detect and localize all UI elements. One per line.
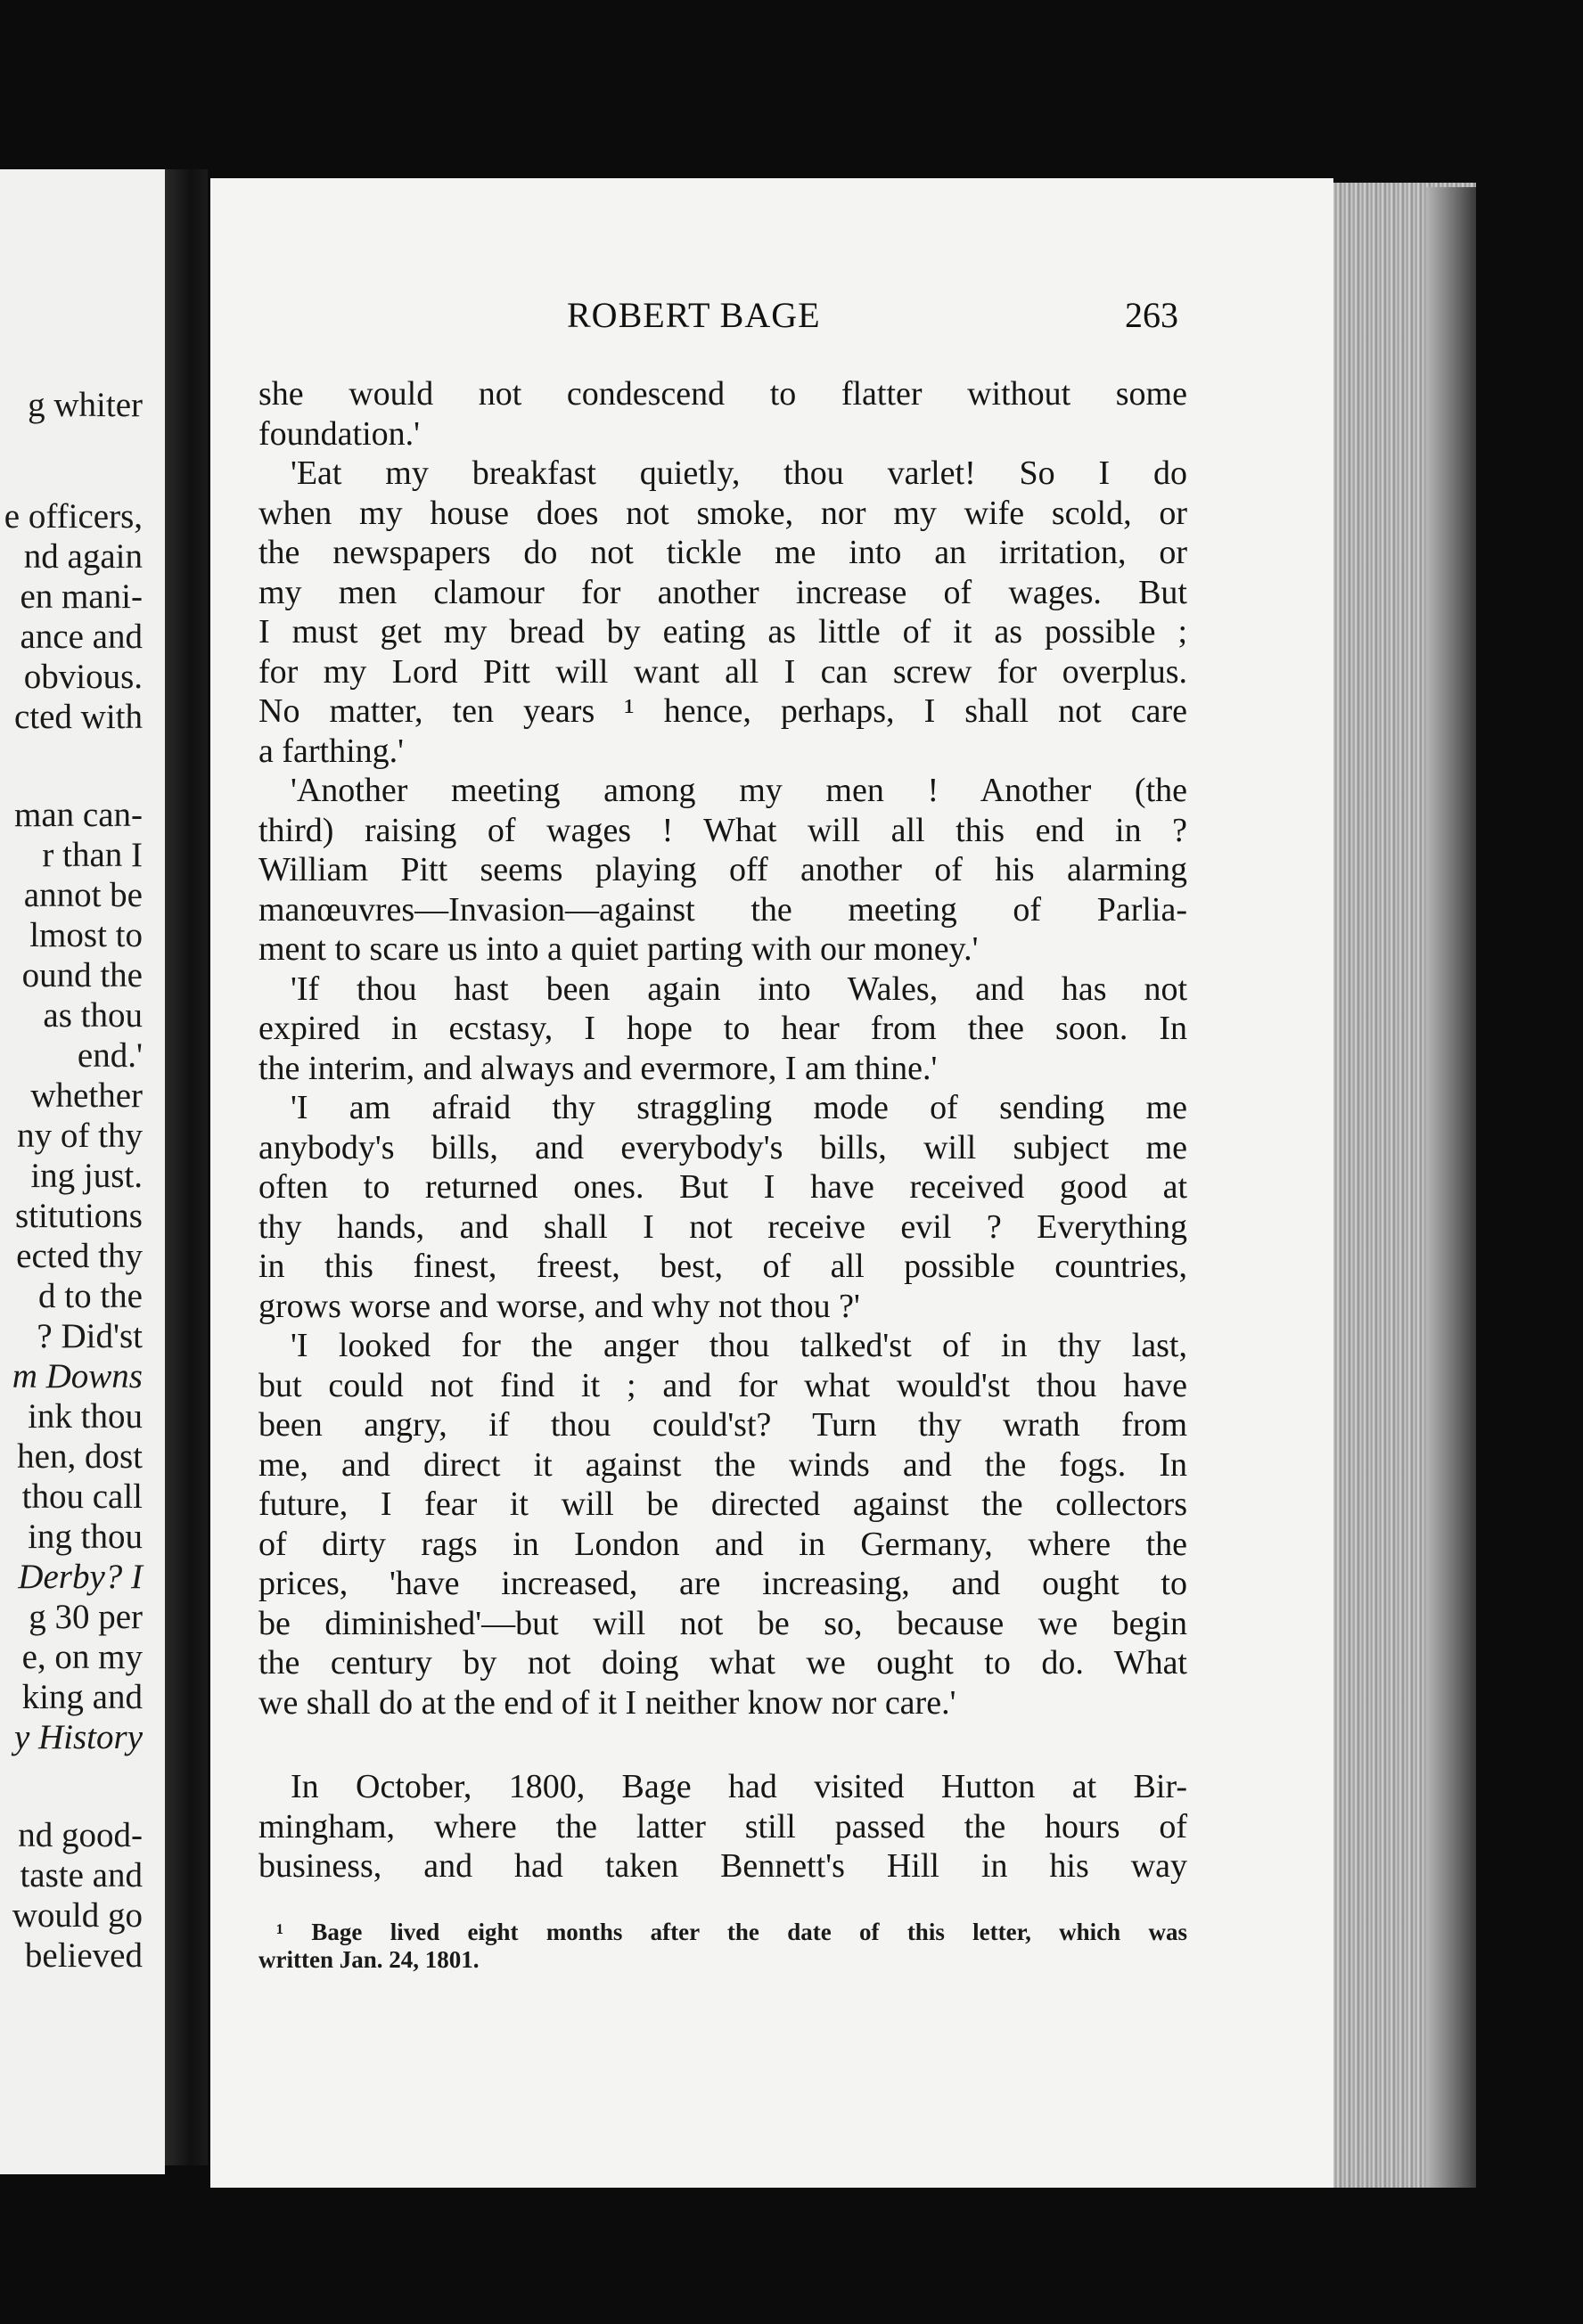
body-line: the century by not doing what we ought to do. What — [258, 1644, 1187, 1682]
body-line: manœuvres—Invasion—against the meeting of Parlia- — [258, 891, 1187, 929]
body-line: anybody's bills, and everybody's bills, will subject me — [258, 1129, 1187, 1166]
body-line: but could not find it ; and for what would'st thou have — [258, 1367, 1187, 1404]
body-line: prices, 'have increased, are increasing, and ought to — [258, 1565, 1187, 1602]
body-line: third) raising of wages ! What will all this end in ? — [258, 812, 1187, 849]
left-page-line: e officers, — [4, 497, 143, 536]
left-page-line: ing just. — [30, 1157, 143, 1195]
left-page-line: annot be — [23, 876, 143, 914]
left-page-line: nd again — [23, 537, 143, 576]
left-page-line: hen, dost — [17, 1437, 143, 1476]
body-line: foundation.' — [258, 415, 420, 453]
left-page-line: ink thou — [28, 1397, 143, 1436]
book-fore-edge — [1426, 187, 1476, 2188]
left-page-line: taste and — [20, 1856, 143, 1894]
body-line: we shall do at the end of it I neither know nor care.' — [258, 1684, 956, 1722]
left-page-line: g 30 per — [29, 1598, 143, 1636]
body-line: I must get my bread by eating as little of it as possible ; — [258, 613, 1187, 651]
body-line: 'I am afraid thy straggling mode of sending me — [291, 1089, 1187, 1126]
body-line: a farthing.' — [258, 732, 405, 770]
body-line: 'Eat my breakfast quietly, thou varlet! So I do — [291, 454, 1187, 492]
left-page-line: ected thy — [16, 1237, 143, 1275]
left-page-line: cted with — [13, 698, 143, 736]
body-line: business, and had taken Bennett's Hill in his way — [258, 1847, 1187, 1885]
page-number: 263 — [1125, 295, 1178, 335]
left-page-line: g whiter — [28, 386, 143, 424]
left-page-line: en mani- — [20, 577, 143, 616]
left-page-line: king and — [21, 1678, 143, 1716]
footnote-line: ¹ Bage lived eight months after the date of this letter, which was — [276, 1919, 1187, 1945]
left-page-line: ? Did'st — [37, 1317, 143, 1355]
body-line: mingham, where the latter still passed the hours of — [258, 1808, 1187, 1845]
body-line: be diminished'—but will not be so, because we begin — [258, 1605, 1187, 1642]
running-head: ROBERT BAGE — [567, 295, 821, 335]
left-page-line: whether — [30, 1076, 143, 1115]
left-page-line: r than I — [42, 836, 143, 874]
left-page-line: Derby? I — [18, 1558, 143, 1596]
left-page-line: ing thou — [28, 1518, 143, 1556]
left-page-line: thou call — [21, 1477, 143, 1516]
body-line: the interim, and always and evermore, I am thine.' — [258, 1050, 938, 1087]
body-line: my men clamour for another increase of wages. But — [258, 574, 1187, 611]
left-page-line: nd good- — [18, 1816, 143, 1854]
body-line: grows worse and worse, and why not thou ?' — [258, 1288, 860, 1325]
body-line: No matter, ten years ¹ hence, perhaps, I shall not care — [258, 692, 1187, 730]
body-line: been angry, if thou could'st? Turn thy wrath from — [258, 1406, 1187, 1444]
body-line: ment to scare us into a quiet parting with our money.' — [258, 930, 979, 968]
left-page-line: believed — [24, 1936, 143, 1975]
body-line: 'If thou hast been again into Wales, and has not — [291, 970, 1187, 1008]
left-page-line: man can- — [13, 796, 143, 834]
left-page-line: ance and — [20, 618, 143, 656]
body-line: William Pitt seems playing off another of his alarming — [258, 851, 1187, 888]
body-line: In October, 1800, Bage had visited Hutton at Bir- — [291, 1768, 1187, 1805]
left-page-line: lmost to — [29, 916, 143, 954]
body-line: expired in ecstasy, I hope to hear from thee soon. In — [258, 1010, 1187, 1047]
left-page-line: e, on my — [21, 1638, 143, 1676]
body-line: the newspapers do not tickle me into an irritation, or — [258, 534, 1187, 571]
body-line: of dirty rags in London and in Germany, where the — [258, 1526, 1187, 1563]
body-line: me, and direct it against the winds and the fogs. In — [258, 1446, 1187, 1484]
footnote-line: written Jan. 24, 1801. — [258, 1946, 480, 1973]
left-page-line: end.' — [77, 1036, 143, 1075]
left-page-line: obvious. — [23, 658, 143, 696]
left-page-line: d to the — [38, 1277, 143, 1315]
body-line: for my Lord Pitt will want all I can screw for overplus. — [258, 653, 1187, 691]
body-line: in this finest, freest, best, of all possible countries, — [258, 1248, 1187, 1285]
body-line: thy hands, and shall I not receive evil ? Everything — [258, 1208, 1187, 1246]
left-page-line: as thou — [43, 996, 143, 1035]
left-page-line: stitutions — [14, 1197, 143, 1235]
body-line: 'Another meeting among my men ! Another (the — [291, 772, 1187, 809]
left-page-line: would go — [12, 1896, 143, 1935]
left-page-line: ny of thy — [17, 1117, 143, 1155]
body-line: she would not condescend to flatter without some — [258, 375, 1187, 413]
left-page-line: ound the — [21, 956, 143, 994]
left-page-line: y History — [13, 1718, 143, 1756]
left-page-line: m Downs — [12, 1357, 143, 1395]
book-gutter — [165, 169, 208, 2165]
body-line: when my house does not smoke, nor my wife scold, or — [258, 495, 1187, 532]
body-line: often to returned ones. But I have received good at — [258, 1168, 1187, 1206]
body-line: future, I fear it will be directed against the collectors — [258, 1485, 1187, 1523]
body-line: 'I looked for the anger thou talked'st of in thy last, — [291, 1327, 1187, 1364]
